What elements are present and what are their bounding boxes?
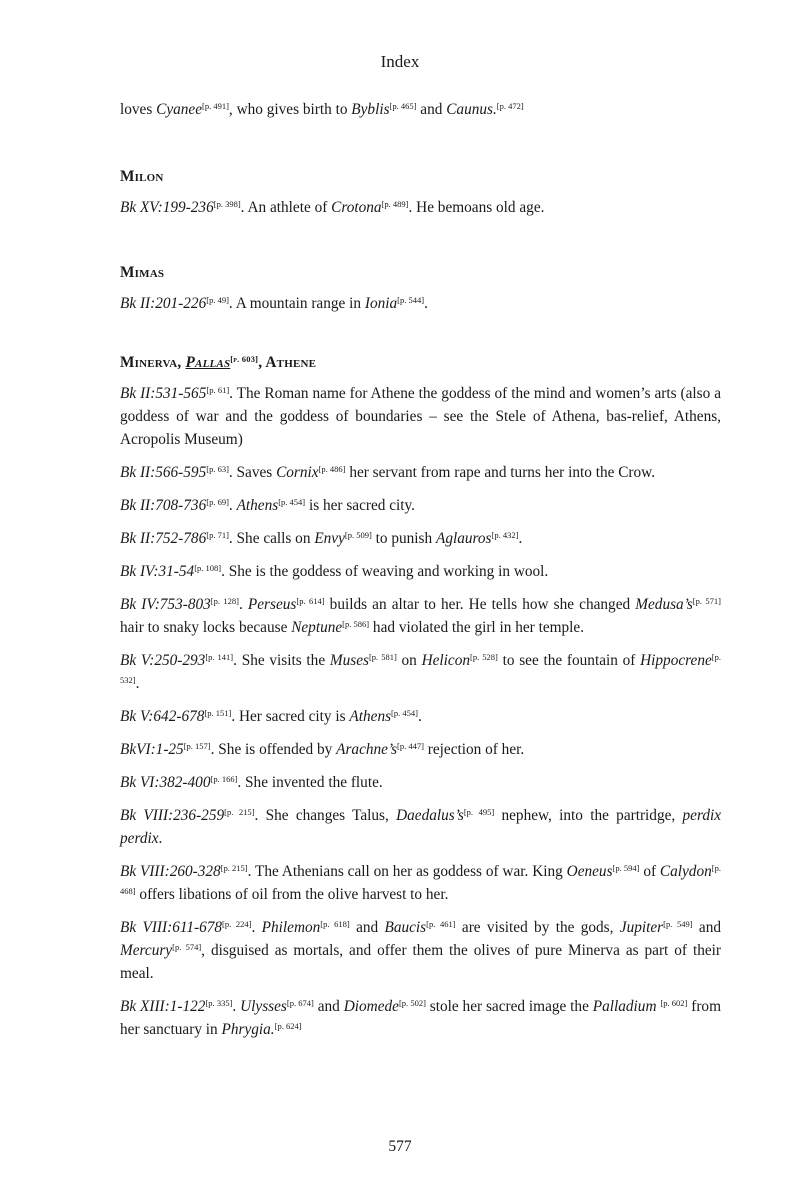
entry-citation (120, 804, 721, 850)
entry-text: . She is the goddess of weaving and working in wool. (221, 563, 549, 580)
page-reference: [p. 594] (612, 863, 640, 873)
page-reference: [p. 571] (692, 596, 721, 606)
entry-text: Minerva, (120, 354, 186, 371)
page-reference: [p. 618] (320, 919, 350, 929)
entry-text: of (639, 863, 660, 880)
entry-text: . She calls on (228, 530, 315, 547)
entry-text: and (416, 101, 447, 118)
cross-reference-term: Neptune (291, 619, 343, 636)
cross-reference-term: Baucis (384, 919, 427, 936)
entry-text: nephew, into the partridge, (494, 807, 683, 824)
page-reference: [p. 486] (318, 464, 346, 474)
entry-text: her servant from rape and turns her into the Crow. (345, 464, 656, 481)
entry-citation (120, 527, 721, 550)
cross-reference-term: Bk IV:753-803 (120, 596, 211, 613)
entry-citation (120, 860, 721, 906)
cross-reference-term: Oeneus (566, 863, 613, 880)
page-reference: [p. 532] (120, 652, 721, 685)
cross-reference-term: Bk II:708-736 (120, 497, 207, 514)
page-reference: [p. 447] (397, 741, 424, 751)
entry-text: Milon (120, 168, 164, 185)
page-reference: [p. 215] (224, 807, 255, 817)
entry-text: . (417, 708, 422, 725)
page-reference: [p. 432] (491, 530, 519, 540)
entry-text: stole her sacred image the (425, 998, 593, 1015)
entry-citation (120, 292, 721, 315)
entry-text: from her sanctuary in (120, 998, 721, 1038)
entry-text: . A mountain range in (228, 295, 365, 312)
cross-reference-term: Pallas (185, 354, 231, 371)
entry-citation (120, 382, 721, 451)
cross-reference-term: BkVI:1-25 (120, 741, 184, 758)
page-reference: [p. 624] (274, 1021, 302, 1031)
cross-reference-term: Cornix (276, 464, 319, 481)
page-reference: [p. 544] (397, 295, 425, 305)
page-reference: [p. 454] (278, 497, 306, 507)
entry-citation (120, 593, 721, 639)
entry-citation (120, 196, 721, 219)
entry-text: . Her sacred city is (231, 708, 350, 725)
entry-text: . (135, 675, 140, 692)
page-reference: [p. 454] (391, 708, 418, 718)
cross-reference-term: Medusa’s (635, 596, 693, 613)
cross-reference-term: Bk VIII:236-259 (120, 807, 225, 824)
cross-reference-term: Athens (236, 497, 279, 514)
cross-reference-term: Bk V:250-293 (120, 652, 206, 669)
entry-text: hair to snaky locks because (120, 619, 292, 636)
page-reference: [p. 674] (286, 998, 314, 1008)
entry-text: . (232, 998, 241, 1015)
page-reference: [p. 603] (230, 354, 259, 364)
cross-reference-term: Palladium (592, 998, 657, 1015)
page-reference: [p. 581] (368, 652, 397, 662)
entry-text: . The Athenians call on her as goddess of war. King (247, 863, 567, 880)
page-reference: [p. 166] (210, 774, 238, 784)
cross-reference-term: Arachne’s (336, 741, 398, 758)
cross-reference-term: Bk II:201-226 (120, 295, 207, 312)
page-reference: [p. 63] (206, 464, 229, 474)
page-reference: [p. 502] (398, 998, 426, 1008)
entry-heading-mimas (120, 261, 721, 284)
entry-text: , disguised as mortals, and offer them the olives of pure Minerva as part of their meal. (120, 942, 721, 982)
entry-text: . (238, 596, 248, 613)
cross-reference-term: Helicon (421, 652, 470, 669)
page-reference: [p. 465] (389, 101, 417, 111)
cross-reference-term: Ionia (364, 295, 398, 312)
cross-reference-term: Phrygia. (221, 1021, 275, 1038)
page-reference: [p. 61] (206, 385, 230, 395)
cross-reference-term: Jupiter (619, 919, 664, 936)
entry-text: . (228, 497, 237, 514)
page-reference: [p. 215] (220, 863, 248, 873)
page-reference: [p. 602] (660, 998, 688, 1008)
page-reference: [p. 491] (202, 101, 229, 111)
page-reference: [p. 141] (205, 652, 234, 662)
page-reference: [p. 157] (183, 741, 211, 751)
cross-reference-term: Daedalus’s (396, 807, 464, 824)
cross-reference-term: Cyanee (156, 101, 202, 118)
entry-text: Mimas (120, 264, 165, 281)
entry-text: are visited by the gods, (455, 919, 620, 936)
entry-text: . Saves (228, 464, 277, 481)
cross-reference-term: Bk II:752-786 (120, 530, 207, 547)
entry-text: offers libations of oil from the olive harvest to her. (135, 886, 449, 903)
entry-text: . She invented the flute. (237, 774, 383, 791)
entry-citation (120, 705, 721, 728)
continued-entry-paragraph (120, 98, 721, 121)
entry-citation (120, 649, 721, 695)
entry-text: rejection of her. (423, 741, 525, 758)
cross-reference-term: Bk II:531-565 (120, 385, 207, 402)
entry-heading-minerva (120, 351, 721, 374)
entry-text: . (518, 530, 523, 547)
entry-text: , Athene (258, 354, 317, 371)
page-reference: [p. 461] (426, 919, 456, 929)
index-content (120, 98, 721, 1051)
page-reference: [p. 472] (496, 101, 524, 111)
cross-reference-term: Calydon (659, 863, 712, 880)
page-reference: [p. 128] (210, 596, 239, 606)
cross-reference-term: Bk XV:199-236 (120, 199, 214, 216)
cross-reference-term: Byblis (351, 101, 390, 118)
entry-text: and (692, 919, 721, 936)
cross-reference-term: perdix perdix (120, 807, 722, 847)
cross-reference-term: Crotona (331, 199, 382, 216)
entry-text: builds an altar to her. He tells how she changed (324, 596, 636, 613)
page-reference: [p. 49] (206, 295, 229, 305)
page-reference: [p. 108] (194, 563, 222, 573)
cross-reference-term: Bk VIII:611-678 (120, 919, 223, 936)
entry-citation (120, 771, 721, 794)
entry-text: . She visits the (233, 652, 330, 669)
cross-reference-term: Hippocrene (640, 652, 712, 669)
cross-reference-term: Bk VIII:260-328 (120, 863, 221, 880)
page-reference: [p. 614] (296, 596, 325, 606)
entry-text: had violated the girl in her temple. (369, 619, 585, 636)
page-reference: [p. 549] (663, 919, 693, 929)
page-reference: [p. 224] (222, 919, 252, 929)
cross-reference-term: Bk XIII:1-122 (120, 998, 206, 1015)
page-reference: [p. 509] (344, 530, 372, 540)
cross-reference-term: Diomede (343, 998, 399, 1015)
cross-reference-term: Caunus. (446, 101, 497, 118)
cross-reference-term: Muses (329, 652, 369, 669)
cross-reference-term: Perseus (247, 596, 297, 613)
entry-text: to punish (371, 530, 436, 547)
page-reference: [p. 151] (204, 708, 232, 718)
cross-reference-term: Philemon (261, 919, 321, 936)
entry-citation (120, 560, 721, 583)
entry-text: . She changes Talus, (254, 807, 397, 824)
entry-text: . (424, 295, 428, 312)
entry-text: . An athlete of (240, 199, 332, 216)
page-reference: [p. 574] (172, 942, 202, 952)
page-reference: [p. 495] (463, 807, 495, 817)
cross-reference-term: Bk II:566-595 (120, 464, 207, 481)
entry-text: and (313, 998, 344, 1015)
page-number: 577 (388, 1138, 412, 1155)
entry-text: . (251, 919, 262, 936)
entry-heading-milon (120, 165, 721, 188)
cross-reference-term: Bk IV:31-54 (120, 563, 195, 580)
page-reference: [p. 71] (206, 530, 229, 540)
entry-citation (120, 461, 721, 484)
entry-citation (120, 916, 721, 985)
entry-text: . She is offended by (210, 741, 337, 758)
cross-reference-term: Mercury (120, 942, 173, 959)
entry-text: , who gives birth to (228, 101, 352, 118)
page-reference: [p. 398] (213, 199, 241, 209)
cross-reference-term: Aglauros (435, 530, 492, 547)
cross-reference-term: Bk V:642-678 (120, 708, 205, 725)
page-reference: [p. 468] (120, 863, 721, 896)
entry-text: . He bemoans old age. (408, 199, 545, 216)
page-reference: [p. 586] (342, 619, 370, 629)
entry-text: to see the fountain of (497, 652, 641, 669)
entry-text: on (396, 652, 422, 669)
entry-text: . The Roman name for Athene the goddess of the mind and women’s arts (also a goddess of war and the goddess of boundaries – see the Stele of Athena, bas-relief, Athens, Acropolis Museum) (120, 385, 721, 448)
page-reference: [p. 528] (470, 652, 498, 662)
entry-text: and (349, 919, 385, 936)
cross-reference-term: Ulysses (240, 998, 287, 1015)
page-title: Index (380, 52, 420, 71)
entry-citation (120, 738, 721, 761)
entry-text: . (158, 830, 163, 847)
page-reference: [p. 489] (381, 199, 409, 209)
cross-reference-term: Athens (349, 708, 392, 725)
page-reference: [p. 69] (206, 497, 229, 507)
entry-citation (120, 494, 721, 517)
cross-reference-term: Bk VI:382-400 (120, 774, 211, 791)
entry-text: loves (120, 101, 157, 118)
entry-citation (120, 995, 721, 1041)
cross-reference-term: Envy (314, 530, 345, 547)
entry-text: is her sacred city. (305, 497, 415, 514)
page-reference: [p. 335] (205, 998, 233, 1008)
